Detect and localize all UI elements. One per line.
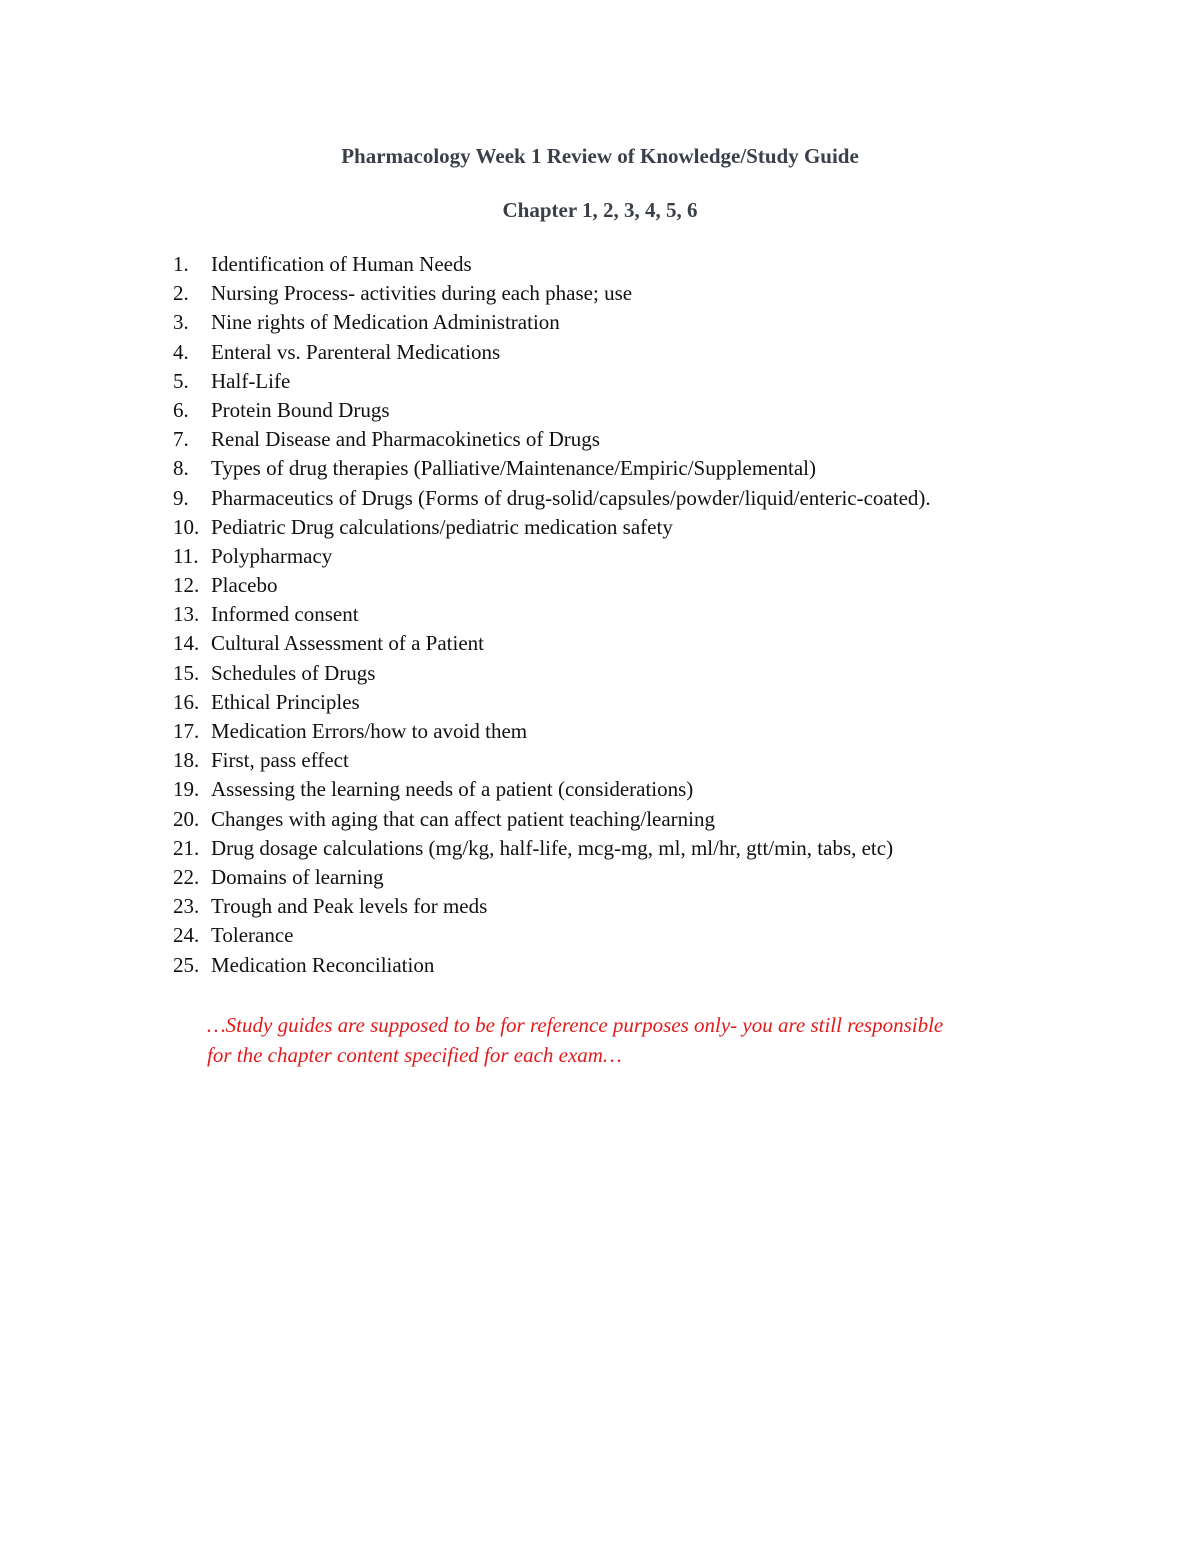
list-item <box>173 513 1073 542</box>
list-item-text: First, pass effect <box>211 748 349 773</box>
list-item <box>173 571 1073 600</box>
list-item-text: Protein Bound Drugs <box>211 397 390 422</box>
list-item-number: 21. <box>173 835 200 860</box>
list-item-number: 1. <box>173 252 189 276</box>
list-item <box>173 775 1073 804</box>
list-item-number: 2. <box>173 281 189 306</box>
list-item <box>173 717 1073 746</box>
list-item-text: Renal Disease and Pharmacokinetics of Drugs <box>211 427 600 452</box>
list-item-number: 9. <box>173 485 189 510</box>
list-item-text: Medication Reconciliation <box>211 952 435 977</box>
list-item-number: 24. <box>173 923 200 948</box>
list-item-text: Trough and Peak levels for meds <box>211 894 488 919</box>
list-item-number: 19. <box>173 777 200 802</box>
list-item <box>173 542 1073 571</box>
list-item-number: 3. <box>173 310 189 335</box>
list-item <box>173 834 1073 863</box>
list-item-number: 17. <box>173 719 200 743</box>
list-item <box>173 892 1073 921</box>
list-item-text: Cultural Assessment of a Patient <box>211 631 484 656</box>
list-item-number: 25. <box>173 952 200 977</box>
list-item-text: Types of drug therapies (Palliative/Maintenance/Empiric/Supplemental) <box>211 456 817 481</box>
list-item-text: Pediatric Drug calculations/pediatric medication safety <box>211 514 673 539</box>
list-item-text: Drug dosage calculations (mg/kg, half-life, mcg-mg, ml, ml/hr, gtt/min, tabs, etc) <box>211 835 894 860</box>
list-item-number: 10. <box>173 514 200 539</box>
list-item-number: 6. <box>173 397 189 422</box>
list-item <box>173 367 1073 396</box>
list-item-number: 22. <box>173 864 200 889</box>
list-item <box>173 454 1073 483</box>
list-item <box>173 805 1073 834</box>
list-item <box>173 688 1073 717</box>
list-item <box>173 863 1073 892</box>
list-item <box>173 600 1073 629</box>
list-item <box>173 659 1073 688</box>
list-item-text: Medication Errors/how to avoid them <box>211 719 528 743</box>
list-item <box>173 338 1073 367</box>
list-item-number: 8. <box>173 456 189 481</box>
list-item-number: 23. <box>173 894 200 919</box>
list-item <box>173 629 1073 658</box>
list-item-number: 20. <box>173 806 200 831</box>
list-item-text: Identification of Human Needs <box>211 252 472 276</box>
list-item-text: Ethical Principles <box>211 689 360 714</box>
list-item <box>173 250 1073 279</box>
list-item-text: Placebo <box>211 573 278 598</box>
list-item <box>173 921 1073 950</box>
list-item-text: Nine rights of Medication Administration <box>211 310 560 335</box>
list-item-number: 5. <box>173 368 189 393</box>
list-item-number: 4. <box>173 339 189 364</box>
list-item-text: Schedules of Drugs <box>211 660 376 685</box>
list-item-number: 16. <box>173 689 200 714</box>
reference-note-line: for the chapter content specified for each exam… <box>207 1043 622 1067</box>
list-item-number: 11. <box>173 543 199 568</box>
list-item-text: Tolerance <box>211 923 294 948</box>
list-item-number: 13. <box>173 602 200 627</box>
list-item <box>173 484 1073 513</box>
list-item <box>173 425 1073 454</box>
reference-note <box>207 1010 1067 1070</box>
list-item-text: Half-Life <box>211 368 291 393</box>
list-item <box>173 746 1073 775</box>
list-item-text: Assessing the learning needs of a patient (considerations) <box>211 777 694 802</box>
document-title: Pharmacology Week 1 Review of Knowledge/Study Guide <box>341 144 859 168</box>
study-topic-list <box>173 250 1073 980</box>
list-item <box>173 308 1073 337</box>
list-item-number: 7. <box>173 427 189 452</box>
list-item-number: 18. <box>173 748 200 773</box>
chapter-subtitle: Chapter 1, 2, 3, 4, 5, 6 <box>502 198 698 222</box>
list-item-number: 12. <box>173 573 200 598</box>
list-item-text: Polypharmacy <box>211 543 333 568</box>
list-item-number: 15. <box>173 660 200 685</box>
reference-note-line: …Study guides are supposed to be for reference purposes only- you are still responsible <box>207 1013 944 1037</box>
list-item-text: Nursing Process- activities during each phase; use <box>211 281 633 306</box>
list-item <box>173 279 1073 308</box>
list-item-text: Domains of learning <box>211 864 384 889</box>
list-item <box>173 396 1073 425</box>
list-item-text: Pharmaceutics of Drugs (Forms of drug-solid/capsules/powder/liquid/enteric-coated). <box>211 485 931 510</box>
list-item-text: Enteral vs. Parenteral Medications <box>211 339 501 364</box>
list-item-text: Changes with aging that can affect patient teaching/learning <box>211 806 716 831</box>
list-item-text: Informed consent <box>211 602 359 627</box>
list-item <box>173 951 1073 980</box>
list-item-number: 14. <box>173 631 200 656</box>
